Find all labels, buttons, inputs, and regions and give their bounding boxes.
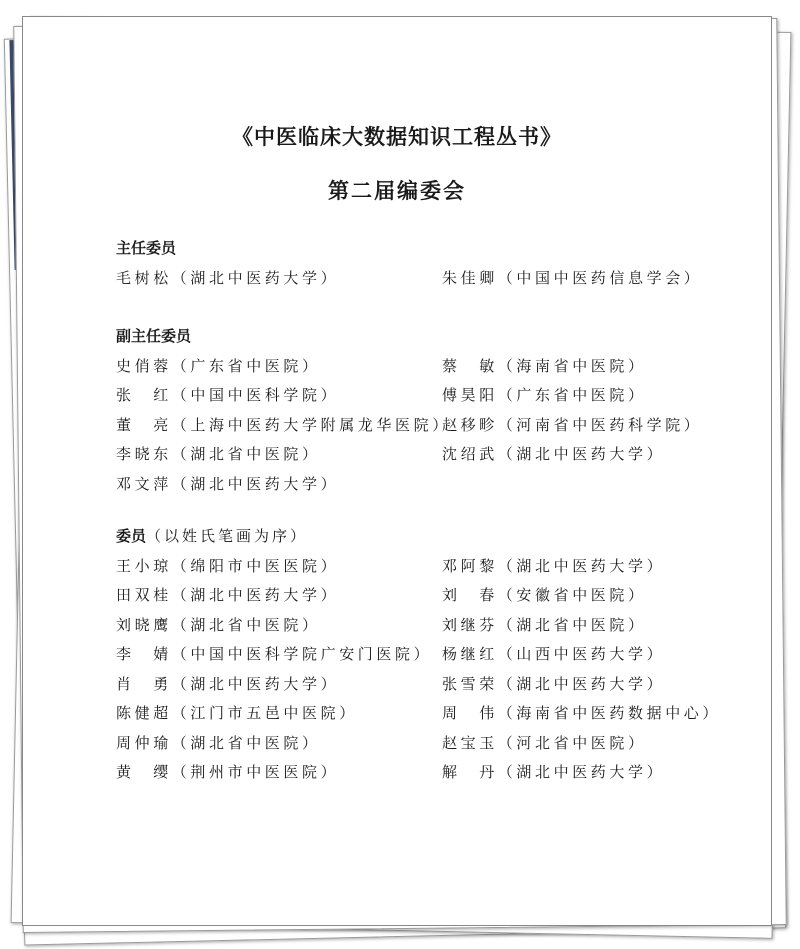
member-row <box>116 264 716 294</box>
committee-section <box>116 234 716 293</box>
member-entry: 董 亮（上海中医药大学附属龙华医院） <box>116 415 451 434</box>
member-row <box>116 440 716 470</box>
member-entry: 周仲瑜（湖北省中医院） <box>116 733 321 752</box>
member-row <box>116 381 716 411</box>
member-entry: 赵移畛（河南省中医药科学院） <box>442 415 703 434</box>
member-entry: 解 丹（湖北中医药大学） <box>442 763 666 781</box>
member-row <box>116 699 722 729</box>
member-entry: 毛树松（湖北中医药大学） <box>116 268 340 287</box>
member-row <box>116 352 716 382</box>
member-entry: 刘继芬（湖北省中医院） <box>442 615 647 634</box>
member-entry: 刘 春（安徽省中医院） <box>442 586 647 604</box>
committee-title: 第二届编委会 <box>328 179 466 203</box>
member-entry: 刘晓鹰（湖北省中医院） <box>116 615 321 634</box>
section-heading <box>116 322 716 352</box>
member-entry: 肖 勇（湖北中医药大学） <box>116 674 340 693</box>
committee-section <box>116 522 722 788</box>
member-entry: 傅昊阳（广东省中医院） <box>442 386 647 404</box>
member-row <box>116 611 716 641</box>
member-entry: 陈健超（江门市五邑中医院） <box>116 704 358 722</box>
member-entry: 张雪荣（湖北中医药大学） <box>442 674 666 693</box>
committee-section <box>116 322 716 499</box>
member-entry: 王小琼（绵阳市中医医院） <box>116 556 340 575</box>
section-heading <box>116 522 716 552</box>
member-row <box>116 758 716 788</box>
member-row <box>116 470 716 500</box>
member-entry: 张 红（中国中医科学院） <box>116 386 340 404</box>
member-row <box>116 640 716 670</box>
section-heading <box>116 234 716 264</box>
section-note: （以姓氏笔画为序） <box>146 527 309 545</box>
member-entry: 杨继红（山西中医药大学） <box>442 645 666 663</box>
section-heading-text: 委员 <box>116 527 147 545</box>
book-series-title: 《中医临床大数据知识工程丛书》 <box>232 125 562 149</box>
member-row <box>116 411 716 441</box>
member-row <box>116 670 716 700</box>
member-entry: 朱佳卿（中国中医药信息学会） <box>442 268 703 287</box>
member-entry: 田双桂（湖北中医药大学） <box>116 586 340 604</box>
member-entry: 赵宝玉（河北省中医院） <box>442 733 647 752</box>
member-entry: 李晓东（湖北省中医院） <box>116 445 321 463</box>
member-row <box>116 552 716 582</box>
member-entry: 李 婧（中国中医科学院广安门医院） <box>116 645 433 663</box>
member-entry: 史俏蓉（广东省中医院） <box>116 356 321 375</box>
member-entry: 黄 缨（荆州市中医医院） <box>116 763 340 781</box>
member-entry: 邓阿黎（湖北中医药大学） <box>442 556 666 575</box>
member-entry: 周 伟（海南省中医药数据中心） <box>442 704 722 722</box>
member-row <box>116 729 716 759</box>
section-heading-text: 副主任委员 <box>116 327 192 345</box>
member-entry: 沈绍武（湖北中医药大学） <box>442 445 666 463</box>
member-entry: 蔡 敏（海南省中医院） <box>442 356 647 375</box>
member-row <box>116 581 716 611</box>
section-heading-text: 主任委员 <box>116 239 177 257</box>
member-entry: 邓文萍（湖北中医药大学） <box>116 474 340 493</box>
